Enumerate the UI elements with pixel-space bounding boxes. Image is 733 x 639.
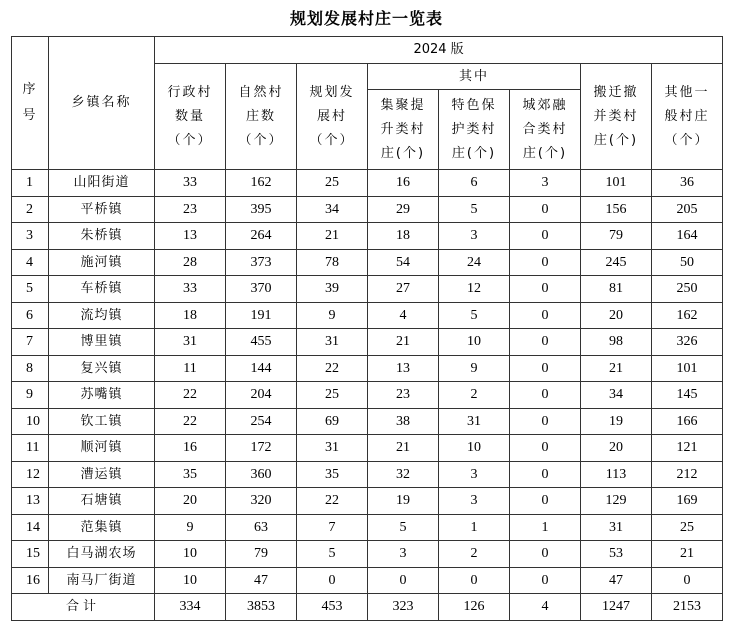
row-value: 20	[581, 435, 652, 462]
row-index: 9	[12, 382, 49, 409]
row-value: 10	[439, 435, 510, 462]
row-value: 23	[368, 382, 439, 409]
row-value: 79	[581, 223, 652, 250]
total-value: 126	[439, 594, 510, 621]
row-value: 6	[439, 170, 510, 197]
row-value: 0	[510, 567, 581, 594]
row-value: 53	[581, 541, 652, 568]
row-town: 钦工镇	[49, 408, 155, 435]
total-value: 323	[368, 594, 439, 621]
row-value: 0	[652, 567, 723, 594]
row-value: 455	[226, 329, 297, 356]
row-value: 25	[297, 170, 368, 197]
row-value: 3	[439, 223, 510, 250]
row-value: 12	[439, 276, 510, 303]
table-row	[12, 249, 723, 276]
row-value: 21	[581, 355, 652, 382]
row-index: 14	[12, 514, 49, 541]
row-index: 8	[12, 355, 49, 382]
row-value: 5	[368, 514, 439, 541]
row-value: 29	[368, 196, 439, 223]
row-value: 0	[510, 196, 581, 223]
total-value: 3853	[226, 594, 297, 621]
row-value: 373	[226, 249, 297, 276]
header-town: 乡镇名称	[49, 37, 155, 170]
table-row	[12, 196, 723, 223]
row-index: 3	[12, 223, 49, 250]
row-index: 15	[12, 541, 49, 568]
row-value: 2	[439, 382, 510, 409]
row-value: 0	[510, 329, 581, 356]
row-value: 38	[368, 408, 439, 435]
row-value: 0	[510, 223, 581, 250]
row-value: 4	[368, 302, 439, 329]
row-value: 0	[297, 567, 368, 594]
row-value: 320	[226, 488, 297, 515]
row-value: 10	[155, 541, 226, 568]
row-value: 21	[297, 223, 368, 250]
row-value: 144	[226, 355, 297, 382]
row-value: 19	[368, 488, 439, 515]
row-value: 39	[297, 276, 368, 303]
row-value: 21	[652, 541, 723, 568]
row-value: 204	[226, 382, 297, 409]
row-index: 10	[12, 408, 49, 435]
row-value: 113	[581, 461, 652, 488]
row-value: 18	[155, 302, 226, 329]
row-town: 山阳街道	[49, 170, 155, 197]
row-value: 50	[652, 249, 723, 276]
row-value: 0	[510, 249, 581, 276]
header-characteristic: 特色保 护类村 庄(个)	[439, 90, 510, 170]
row-value: 0	[510, 382, 581, 409]
row-value: 78	[297, 249, 368, 276]
row-value: 35	[297, 461, 368, 488]
table-body	[12, 170, 723, 621]
row-value: 0	[510, 408, 581, 435]
row-value: 25	[297, 382, 368, 409]
row-value: 9	[155, 514, 226, 541]
row-value: 31	[439, 408, 510, 435]
row-value: 9	[439, 355, 510, 382]
total-value: 4	[510, 594, 581, 621]
table-row	[12, 408, 723, 435]
row-index: 12	[12, 461, 49, 488]
row-value: 21	[368, 435, 439, 462]
row-town: 南马厂街道	[49, 567, 155, 594]
row-value: 250	[652, 276, 723, 303]
row-value: 69	[297, 408, 368, 435]
row-value: 0	[368, 567, 439, 594]
row-value: 24	[439, 249, 510, 276]
row-index: 5	[12, 276, 49, 303]
row-value: 395	[226, 196, 297, 223]
table-row	[12, 488, 723, 515]
row-town: 车桥镇	[49, 276, 155, 303]
total-label: 合计	[12, 594, 155, 621]
row-value: 25	[652, 514, 723, 541]
row-value: 22	[155, 382, 226, 409]
row-value: 18	[368, 223, 439, 250]
header-suburban: 城郊融 合类村 庄(个)	[510, 90, 581, 170]
row-value: 162	[226, 170, 297, 197]
row-town: 流均镇	[49, 302, 155, 329]
header-natural-villages: 自然村 庄数 （个）	[226, 64, 297, 170]
row-value: 9	[297, 302, 368, 329]
row-value: 326	[652, 329, 723, 356]
row-town: 施河镇	[49, 249, 155, 276]
row-value: 31	[581, 514, 652, 541]
row-value: 98	[581, 329, 652, 356]
row-value: 32	[368, 461, 439, 488]
row-index: 2	[12, 196, 49, 223]
village-table	[11, 36, 723, 621]
row-value: 36	[652, 170, 723, 197]
row-value: 156	[581, 196, 652, 223]
table-row	[12, 276, 723, 303]
row-value: 34	[297, 196, 368, 223]
row-town: 复兴镇	[49, 355, 155, 382]
table-row	[12, 541, 723, 568]
row-value: 0	[510, 541, 581, 568]
row-value: 1	[439, 514, 510, 541]
row-value: 121	[652, 435, 723, 462]
row-value: 23	[155, 196, 226, 223]
table-row	[12, 461, 723, 488]
row-index: 6	[12, 302, 49, 329]
row-value: 0	[510, 276, 581, 303]
total-value: 453	[297, 594, 368, 621]
table-row	[12, 170, 723, 197]
row-index: 13	[12, 488, 49, 515]
row-value: 20	[581, 302, 652, 329]
row-value: 16	[155, 435, 226, 462]
page-title: 规划发展村庄一览表	[289, 9, 443, 28]
row-index: 4	[12, 249, 49, 276]
row-value: 31	[297, 329, 368, 356]
row-value: 35	[155, 461, 226, 488]
header-agglomeration: 集聚提 升类村 庄(个)	[368, 90, 439, 170]
row-value: 31	[297, 435, 368, 462]
table-row	[12, 355, 723, 382]
row-value: 3	[368, 541, 439, 568]
table-row	[12, 514, 723, 541]
row-town: 石塘镇	[49, 488, 155, 515]
row-value: 13	[155, 223, 226, 250]
row-value: 164	[652, 223, 723, 250]
row-value: 21	[368, 329, 439, 356]
row-town: 平桥镇	[49, 196, 155, 223]
row-town: 苏嘴镇	[49, 382, 155, 409]
row-value: 3	[439, 488, 510, 515]
row-index: 16	[12, 567, 49, 594]
row-value: 47	[581, 567, 652, 594]
row-value: 27	[368, 276, 439, 303]
header-relocation: 搬迁撤 并类村 庄(个)	[581, 64, 652, 170]
table-row	[12, 382, 723, 409]
row-value: 34	[581, 382, 652, 409]
row-value: 162	[652, 302, 723, 329]
total-value: 2153	[652, 594, 723, 621]
row-value: 20	[155, 488, 226, 515]
row-value: 31	[155, 329, 226, 356]
row-value: 3	[439, 461, 510, 488]
row-value: 22	[297, 488, 368, 515]
table-row	[12, 435, 723, 462]
row-value: 10	[439, 329, 510, 356]
row-value: 10	[155, 567, 226, 594]
row-value: 5	[439, 302, 510, 329]
row-value: 212	[652, 461, 723, 488]
row-value: 22	[155, 408, 226, 435]
header-year: 2024 版	[155, 37, 723, 64]
row-value: 0	[510, 461, 581, 488]
row-value: 172	[226, 435, 297, 462]
row-value: 19	[581, 408, 652, 435]
row-value: 0	[510, 355, 581, 382]
header-planned-villages: 规划发 展村 （个）	[297, 64, 368, 170]
row-value: 129	[581, 488, 652, 515]
header-admin-villages: 行政村 数量 （个）	[155, 64, 226, 170]
row-value: 54	[368, 249, 439, 276]
row-value: 0	[510, 488, 581, 515]
table-row	[12, 567, 723, 594]
row-value: 33	[155, 276, 226, 303]
row-town: 朱桥镇	[49, 223, 155, 250]
total-value: 334	[155, 594, 226, 621]
row-value: 7	[297, 514, 368, 541]
row-value: 28	[155, 249, 226, 276]
row-value: 370	[226, 276, 297, 303]
row-value: 5	[439, 196, 510, 223]
row-town: 博里镇	[49, 329, 155, 356]
row-value: 3	[510, 170, 581, 197]
row-value: 145	[652, 382, 723, 409]
header-other: 其他一 般村庄 （个）	[652, 64, 723, 170]
row-value: 205	[652, 196, 723, 223]
total-row	[12, 594, 723, 621]
row-value: 2	[439, 541, 510, 568]
row-value: 5	[297, 541, 368, 568]
row-value: 63	[226, 514, 297, 541]
row-value: 254	[226, 408, 297, 435]
row-value: 0	[510, 302, 581, 329]
row-value: 264	[226, 223, 297, 250]
row-town: 顺河镇	[49, 435, 155, 462]
row-value: 81	[581, 276, 652, 303]
row-value: 33	[155, 170, 226, 197]
row-index: 7	[12, 329, 49, 356]
row-value: 1	[510, 514, 581, 541]
row-value: 22	[297, 355, 368, 382]
row-town: 漕运镇	[49, 461, 155, 488]
row-value: 245	[581, 249, 652, 276]
table-row	[12, 223, 723, 250]
row-value: 47	[226, 567, 297, 594]
row-value: 191	[226, 302, 297, 329]
row-value: 13	[368, 355, 439, 382]
row-index: 11	[12, 435, 49, 462]
row-index: 1	[12, 170, 49, 197]
row-value: 11	[155, 355, 226, 382]
row-value: 101	[652, 355, 723, 382]
total-value: 1247	[581, 594, 652, 621]
row-town: 白马湖农场	[49, 541, 155, 568]
row-value: 16	[368, 170, 439, 197]
row-value: 0	[510, 435, 581, 462]
row-value: 79	[226, 541, 297, 568]
row-value: 0	[439, 567, 510, 594]
row-value: 101	[581, 170, 652, 197]
header-seq: 序号	[12, 37, 49, 170]
row-value: 360	[226, 461, 297, 488]
row-town: 范集镇	[49, 514, 155, 541]
row-value: 169	[652, 488, 723, 515]
row-value: 166	[652, 408, 723, 435]
table-row	[12, 329, 723, 356]
header-among: 其中	[368, 64, 581, 90]
table-row	[12, 302, 723, 329]
